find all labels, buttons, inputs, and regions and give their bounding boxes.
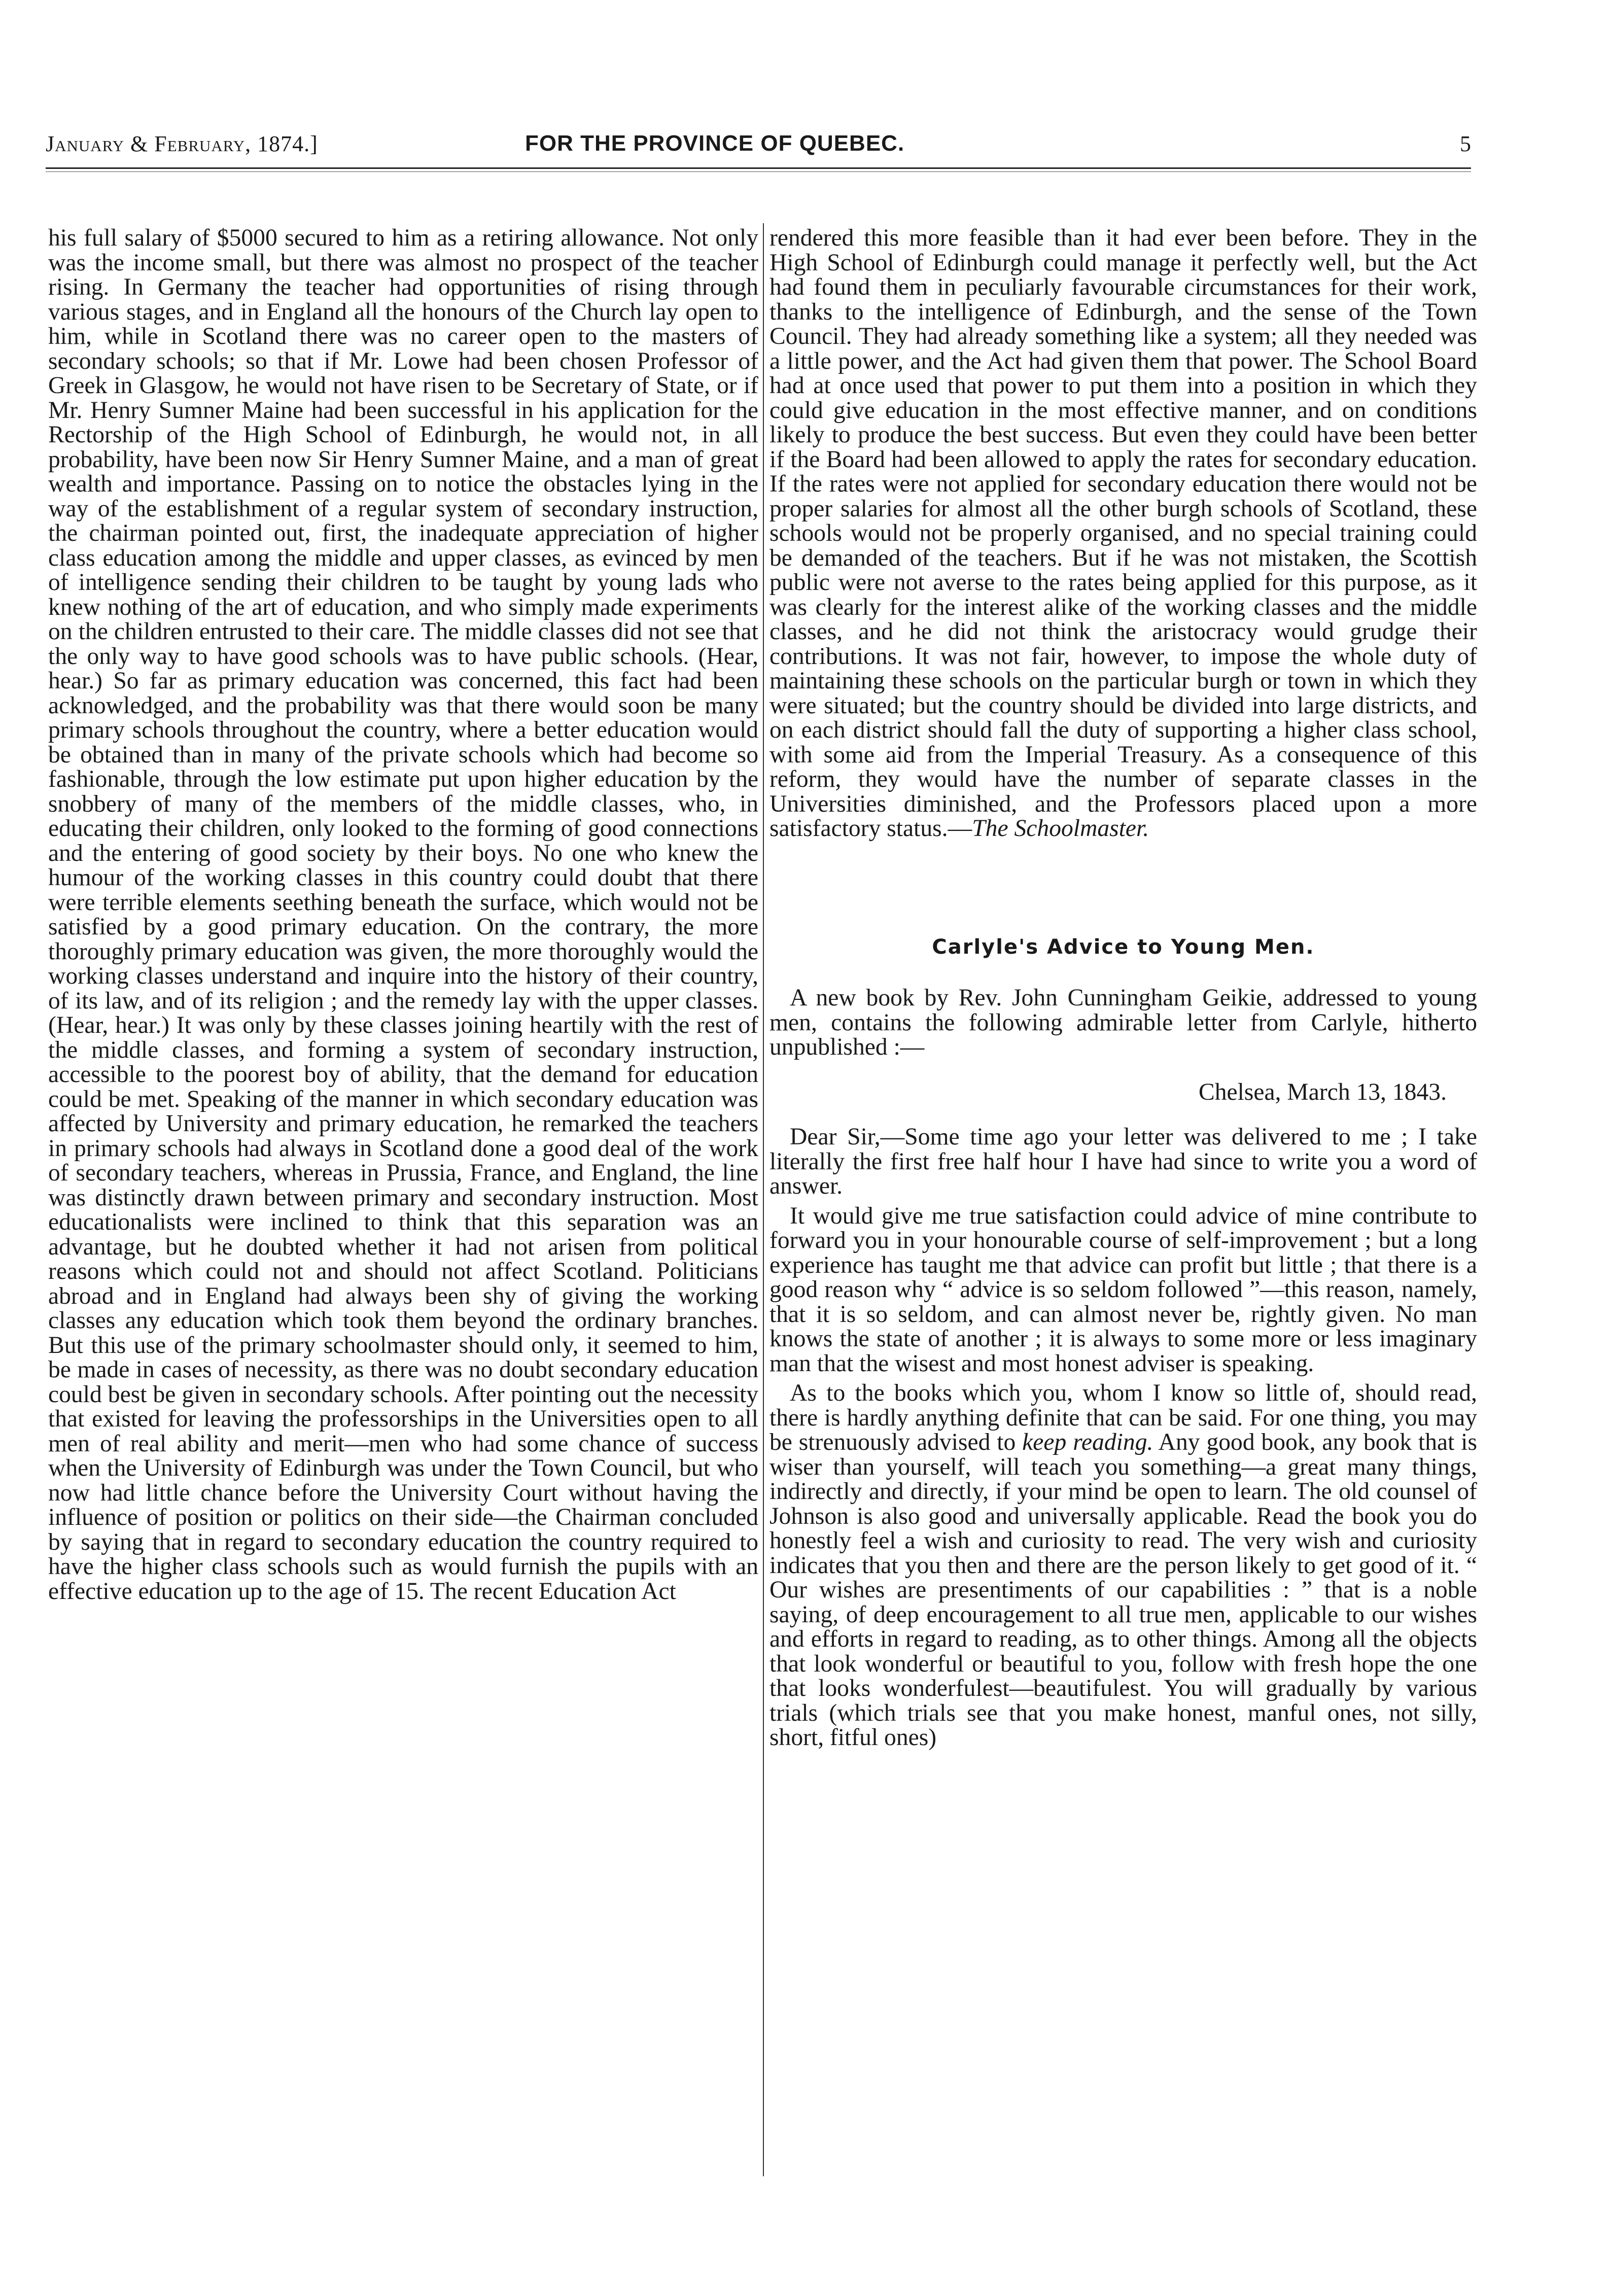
article-paragraph: his full salary of $5000 secured to him as a retiring allowance. Not only was the income small, but there was almost no prospect of the teacher rising. In Germany the teacher had opportunities of rising through various stages, and in England all the honours of the Church lay open to him, while in Scotland there was no career open to the masters of secondary schools; so that if Mr. Lowe had been chosen Professor of Greek in Glasgow, he would not have risen to be Secretary of State, or if Mr. Henry Sumner Maine had been successful in his application for the Rectorship of the High School of Edinburgh, he would not, in all probability, have been now Sir Henry Sumner Maine, and a man of great wealth and importance. Passing on to notice the obstacles lying in the way of the establishment of a regular system of secondary instruction, the chairman pointed out, first, the inadequate appreciation of higher class education among the middle and upper classes, as evinced by men of intelligence sending their children to be taught by young lads who knew nothing of the art of education, and who simply made experiments on the children entrusted to their care. The middle classes did not see that the only way to have good schools was to have public schools. (Hear, hear.) So far as primary education was concerned, this fact had been acknowledged, and the probability was that there would soon be many primary schools throughout the country, where a better education would be obtained than in many of the private schools which had become so fashionable, through the low estimate put upon higher education by the snobbery of many of the members of the middle classes, who, in educating their children, only looked to the forming of good connections and the entering of good society by their boys. No one who knew the humour of the working classes in this country could doubt that there were terrible elements seething beneath the surface, which would not be satisfied by a good primary education. On the contrary, the more thoroughly primary education was given, the more thoroughly would the working classes understand and inquire into the history of their country, of its law, and of its religion ; and the remedy lay with the upper classes. (Hear, hear.) It was only by these classes joining heartily with the rest of the middle classes, and forming a system of secondary instruction, accessible to the poorest boy of ability, that the demand for education could be met. Speaking of the manner in which secondary education was affected by University and primary education, he remarked the teachers in primary schools had always in Scotland done a good deal of the work of secondary teachers, whereas in Prussia, France, and England, the line was distinctly drawn between primary and secondary instruction. Most educationalists were inclined to think that this separation was an advantage, but he doubted whether it had not arisen from political reasons which could not and should not affect Scotland. Politicians abroad and in England had always been shy of giving the working classes any education which took them beyond the ordinary branches. But this use of the primary schoolmaster should only, it seemed to him, be made in cases of necessity, as there was no doubt secondary education could best be given in secondary schools. After pointing out the necessity that existed for leaving the professorships in the Universities open to all men of real ability and merit—men who had some chance of success when the University of Edinburgh was under the Town Council, but who now had little chance before the University Court without having the influence of position or politics on their side—the Chairman concluded by saying that in regard to secondary education the country required to have the higher class schools such as would furnish the pupils with an effective education up to the age of 15. The recent Education Act — [48, 225, 758, 1605]
letter-text: As to the books which you, whom I know so little of, should read, there is hardly anything definite that can be said. For one thing, you may be strenuously advised to — [769, 1380, 1477, 1455]
header-rule-thin — [46, 171, 1471, 172]
letter-paragraph: It would give me true satisfaction could advice of mine contribute to forward you in your honourable course of self-improvement ; but a long experience has taught me that advice can profit but little ; that there is a good reason why “ advice is so seldom followed ”—this reason, namely, that it is so seldom, and can almost never be, rightly given. No man knows the state of another ; it is always to some more or less imaginary man that the wisest and most honest adviser is speaking. — [769, 1202, 1477, 1377]
header-rule — [46, 167, 1471, 169]
letter-paragraph — [769, 1381, 1477, 1750]
letter-dateline: Chelsea, March 13, 1843. — [1198, 1079, 1447, 1105]
article-title: Carlyle's Advice to Young Men. — [932, 935, 1315, 959]
emphasized-phrase: keep reading. — [1022, 1429, 1153, 1455]
running-head — [46, 131, 1471, 161]
continuation-text: rendered this more feasible than it had ever been before. They in the High School of Edinburgh could manage it perfectly well, but the Act had found them in peculiarly favourable circumstances for their work, thanks to the intelligence of Edinburgh, and the sense of the Town Council. They had already something like a system; all they needed was a little power, and the Act had given them that power. The School Board had at once used that power to put them into a position in which they could give education in the most effective manner, and on conditions likely to produce the best success. But even they could have been better if the Board had been allowed to apply the rates for secondary education. If the rates were not applied for secondary education there would not be proper salaries for almost all the other burgh schools of Scotland, these schools would not be properly organised, and no special training could be demanded of the teachers. But if he was not mistaken, the Scottish public were not averse to the rates being applied for this purpose, as it was clearly for the interest alike of the working classes and the middle classes, and he did not think the aristocracy would grudge their contributions. It was not fair, however, to impose the whole duty of maintaining these schools on the particular burgh or town in which they were situated; but the country should be divided into large districts, and on each district should fall the duty of supporting a higher class school, with some aid from the Imperial Treasury. As a consequence of this reform, they would have the number of separate classes in the Universities diminished, and the Professors placed upon a more satisfactory status.— — [769, 225, 1477, 842]
right-column — [769, 226, 1477, 1750]
left-column — [48, 226, 758, 1604]
article-intro: A new book by Rev. John Cunningham Geikie, addressed to young men, contains the following admirable letter from Carlyle, hitherto unpublished :— — [769, 985, 1477, 1060]
page-number: 5 — [1460, 131, 1471, 156]
letter-text: Any good book, any book that is wiser than yourself, will teach you something—a great many things, indirectly and directly, if your mind be open to learn. The old counsel of Johnson is also good and universally applicable. Read the book you do honestly feel a wish and curiosity to read. The very wish and curiosity indicates that you then and there are the person likely to get good of it. “ Our wishes are presentiments of our capabilities : ” that is a noble saying, of deep encouragement to all true men, applicable to our wishes and efforts in regard to reading, as to other things. Among all the objects that look wonderful or beautiful to you, follow with fresh hope the one that looks wonderfulest—beautifulest. You will gradually by various trials (which trials see that you make honest, manful ones, not silly, short, fitful ones) — [769, 1429, 1477, 1751]
source-attribution: The Schoolmaster. — [972, 815, 1149, 842]
letter-paragraph: Dear Sir,—Some time ago your letter was delivered to me ; I take literally the first free half hour I have had since to write you a word of answer. — [769, 1124, 1477, 1199]
journal-title: FOR THE PROVINCE OF QUEBEC. — [525, 131, 905, 156]
article-continuation — [769, 226, 1477, 841]
issue-date: January & February, 1874.] — [46, 131, 318, 156]
column-divider — [763, 223, 764, 2176]
